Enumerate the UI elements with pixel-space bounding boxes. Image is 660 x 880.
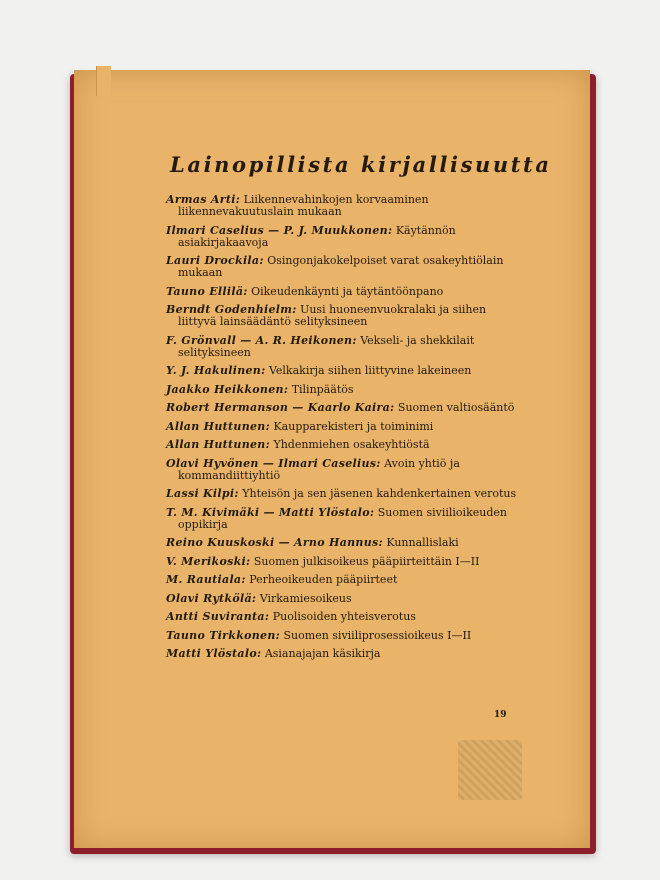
entry-title: Suomen julkisoikeus pääpiirteittäin I—II xyxy=(253,554,480,568)
book-entry xyxy=(166,556,520,568)
entry-author: Tauno Ellilä: xyxy=(166,284,248,298)
book-entry xyxy=(166,439,520,451)
book-entry xyxy=(166,194,520,218)
page-number: 19 xyxy=(494,710,507,720)
entry-author: F. Grönvall — A. R. Heikonen: xyxy=(166,333,357,347)
entry-title: Suomen siviilioikeuden oppikirja xyxy=(178,505,507,531)
entry-author: Lassi Kilpi: xyxy=(166,487,239,500)
book-entry xyxy=(166,365,520,377)
entry-author: Armas Arti: xyxy=(166,193,241,206)
book-entry xyxy=(166,225,520,249)
entry-title: Avoin yhtiö ja kommandiittiyhtiö xyxy=(178,456,460,482)
entry-author: Y. J. Hakulinen: xyxy=(166,364,266,377)
book-entry xyxy=(166,593,520,605)
book-entry xyxy=(166,255,520,279)
entry-author: T. M. Kivimäki — Matti Ylöstalo: xyxy=(166,505,375,519)
price-sticker-residue xyxy=(458,740,522,800)
book-list xyxy=(166,194,520,667)
entry-author: Robert Hermanson — Kaarlo Kaira: xyxy=(166,401,395,414)
entry-author: Olavi Hyvönen — Ilmari Caselius: xyxy=(166,456,381,470)
entry-author: Lauri Drockila: xyxy=(166,254,264,267)
entry-title: Puolisoiden yhteisverotus xyxy=(272,610,416,623)
book-entry xyxy=(166,304,520,328)
torn-corner xyxy=(96,66,111,96)
entry-title: Liikennevahinkojen korvaaminen liikennevakuutuslain mukaan xyxy=(178,193,429,218)
entry-author: Ilmari Caselius — P. J. Muukkonen: xyxy=(166,223,393,237)
entry-author: Tauno Tirkkonen: xyxy=(166,628,281,642)
book-entry xyxy=(166,488,520,500)
book-entry xyxy=(166,384,520,396)
entry-author: Matti Ylöstalo: xyxy=(166,647,262,660)
entry-title: Kaupparekisteri ja toiminimi xyxy=(273,419,434,433)
book-entry xyxy=(166,421,520,433)
book-entry xyxy=(166,507,520,531)
entry-title: Velkakirja siihen liittyvine lakeineen xyxy=(268,364,472,377)
entry-title: Perheoikeuden pääpiirteet xyxy=(249,573,398,586)
entry-title: Suomen siviiliprosessioikeus I—II xyxy=(283,628,472,642)
book-entry xyxy=(166,286,520,298)
entry-author: V. Merikoski: xyxy=(166,554,251,568)
list-title: Lainopillista kirjallisuutta xyxy=(170,152,552,177)
book-entry xyxy=(166,574,520,586)
entry-title: Yhdenmiehen osakeyhtiöstä xyxy=(273,438,430,451)
entry-title: Yhteisön ja sen jäsenen kahdenkertainen verotus xyxy=(242,487,517,500)
entry-title: Asianajajan käsikirja xyxy=(264,647,381,660)
book-entry xyxy=(166,648,520,660)
book-entry xyxy=(166,630,520,642)
entry-author: Allan Huttunen: xyxy=(166,419,270,433)
entry-author: Jaakko Heikkonen: xyxy=(166,382,289,396)
entry-author: Olavi Rytkölä: xyxy=(166,591,257,605)
entry-title: Kunnallislaki xyxy=(386,536,459,549)
entry-author: M. Rautiala: xyxy=(166,573,246,586)
book-entry xyxy=(166,611,520,623)
entry-title: Osingonjakokelpoiset varat osakeyhtiölain mukaan xyxy=(178,254,504,279)
entry-title: Vekseli- ja shekkilait selityksineen xyxy=(178,333,475,359)
entry-author: Antti Suviranta: xyxy=(166,610,270,623)
entry-title: Oikeudenkäynti ja täytäntöönpano xyxy=(251,284,444,298)
entry-title: Käytännön asiakirjakaavoja xyxy=(178,223,456,249)
entry-title: Tilinpäätös xyxy=(291,382,354,396)
entry-author: Allan Huttunen: xyxy=(166,438,270,451)
entry-title: Virkamiesoikeus xyxy=(259,591,352,605)
book-entry xyxy=(166,335,520,359)
entry-title: Suomen valtiosääntö xyxy=(397,401,515,414)
entry-author: Reino Kuuskoski — Arno Hannus: xyxy=(166,536,383,549)
book-entry xyxy=(166,537,520,549)
entry-title: Uusi huoneenvuokralaki ja siihen liittyvä lainsäädäntö selityksineen xyxy=(178,303,487,328)
book-entry xyxy=(166,458,520,482)
entry-author: Berndt Godenhielm: xyxy=(166,303,297,316)
book-entry xyxy=(166,402,520,414)
